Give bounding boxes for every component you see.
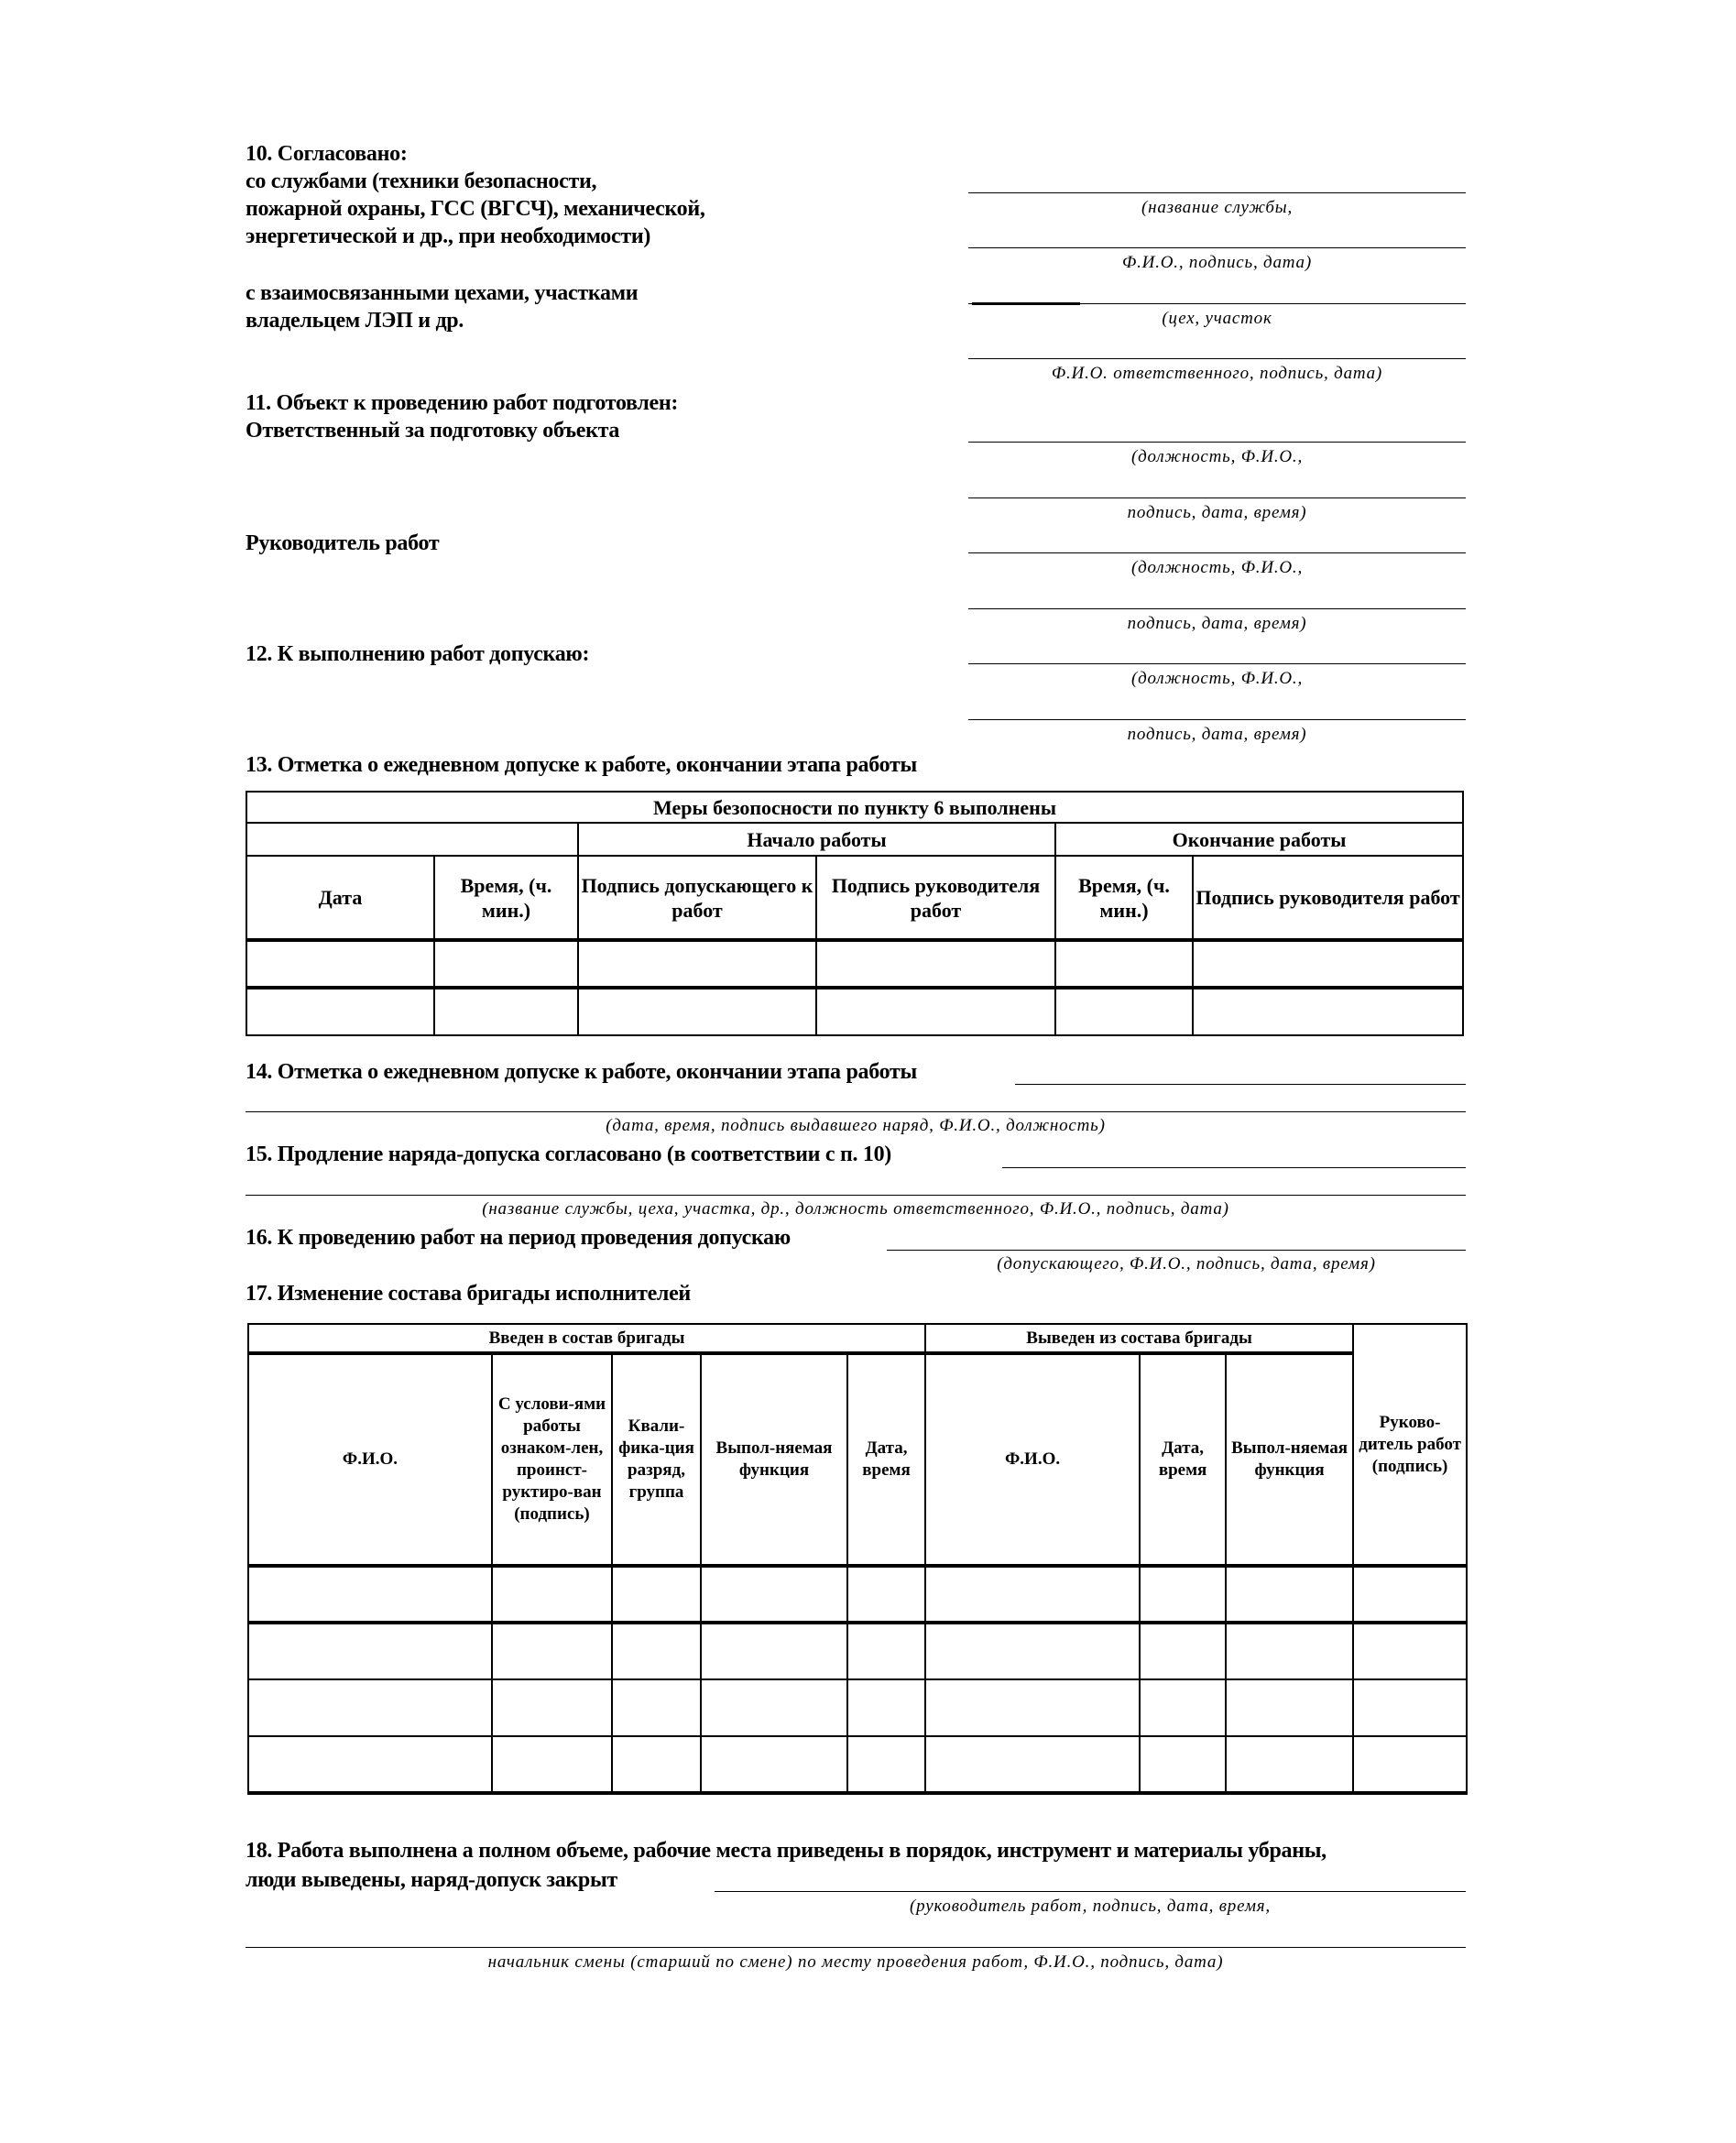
shop-line-thick-segment (972, 302, 1080, 305)
cell-input[interactable] (1193, 940, 1463, 988)
cell-input[interactable] (1226, 1679, 1353, 1736)
section18-shift-chief-field[interactable] (246, 1947, 1466, 1948)
table-row (246, 940, 1463, 988)
services-signature-field[interactable] (968, 247, 1466, 248)
cell-input[interactable] (847, 1736, 925, 1793)
cell-input[interactable] (847, 1679, 925, 1736)
cell-input[interactable] (246, 940, 434, 988)
cell-input[interactable] (701, 1679, 847, 1736)
services-signature-hint: Ф.И.О., подпись, дата) (1122, 253, 1312, 272)
cell-input[interactable] (492, 1679, 612, 1736)
cell-input[interactable] (1353, 1623, 1467, 1679)
section13-title: 13. Отметка о ежедневном допуске к работе, окончании этапа работы (246, 753, 917, 777)
manager-label: Руководитель работ (246, 531, 440, 555)
col-in-datetime: Дата, время (847, 1353, 925, 1566)
col-in-qualification: Квали-фика-ция разряд, группа (612, 1353, 701, 1566)
col-in-name: Ф.И.О. (248, 1353, 492, 1566)
section15-title: 15. Продление наряда-допуска согласовано (в соответствии с п. 10) (246, 1143, 891, 1166)
cell-input[interactable] (1140, 1566, 1226, 1623)
cell-input[interactable] (925, 1566, 1140, 1623)
col-in-function: Выпол-няемая функция (701, 1353, 847, 1566)
cell-input[interactable] (1055, 940, 1193, 988)
crew-change-table (247, 1323, 1468, 1795)
cell-input[interactable] (925, 1736, 1140, 1793)
manager-position-field[interactable] (968, 552, 1466, 553)
cell-input[interactable] (1353, 1566, 1467, 1623)
section12-title: 12. К выполнению работ допускаю: (246, 642, 590, 666)
cell-input[interactable] (1193, 988, 1463, 1035)
cell-input[interactable] (925, 1679, 1140, 1736)
cell-input[interactable] (612, 1623, 701, 1679)
section14-field-b[interactable] (246, 1111, 1466, 1112)
section14-hint: (дата, время, подпись выдавшего наряд, Ф.И.О., должность) (606, 1116, 1106, 1135)
cell-input[interactable] (701, 1736, 847, 1793)
admitter-signature-hint: подпись, дата, время) (1127, 725, 1307, 744)
cell-input[interactable] (1140, 1623, 1226, 1679)
section10-shops-label-2: владельцем ЛЭП и др. (246, 309, 464, 333)
cell-input[interactable] (1226, 1566, 1353, 1623)
col-in-briefed: С услови-ями работы ознаком-лен, проинст-руктиро-ван (подпись) (492, 1353, 612, 1566)
cell-input[interactable] (701, 1623, 847, 1679)
cell-input[interactable] (701, 1566, 847, 1623)
admitter-position-hint: (должность, Ф.И.О., (1130, 669, 1304, 688)
col-start-manager-signature: Подпись руководителя работ (816, 856, 1055, 940)
table-row (248, 1623, 1467, 1679)
col-admitter-signature: Подпись допускающего к работ (578, 856, 816, 940)
section18-hint1: (руководитель работ, подпись, дата, время, (910, 1897, 1271, 1916)
cell-input[interactable] (434, 988, 578, 1035)
cell-input[interactable] (248, 1623, 492, 1679)
section10-shops-label-1: с взаимосвязанными цехами, участками (246, 281, 639, 305)
col-start-time: Время, (ч. мин.) (434, 856, 578, 940)
cell-input[interactable] (612, 1736, 701, 1793)
responsible-signature-hint: подпись, дата, время) (1127, 503, 1307, 522)
table13-group-end: Окончание работы (1055, 823, 1463, 856)
table17-group-in: Введен в состав бригады (248, 1324, 925, 1353)
col-out-function: Выпол-няемая функция (1226, 1353, 1353, 1566)
table-row (248, 1566, 1467, 1623)
cell-input[interactable] (1226, 1736, 1353, 1793)
cell-input[interactable] (847, 1566, 925, 1623)
table-row (246, 988, 1463, 1035)
responsible-signature-field[interactable] (968, 497, 1466, 498)
col-out-name: Ф.И.О. (925, 1353, 1140, 1566)
cell-input[interactable] (1055, 988, 1193, 1035)
cell-input[interactable] (492, 1566, 612, 1623)
section18-title-line2: люди выведены, наряд-допуск закрыт (246, 1868, 617, 1892)
admitter-position-field[interactable] (968, 663, 1466, 664)
cell-input[interactable] (612, 1566, 701, 1623)
section18-hint2: начальник смены (старший по смене) по месту проведения работ, Ф.И.О., подпись, дата) (487, 1952, 1224, 1972)
shop-signature-field[interactable] (968, 358, 1466, 359)
section16-field[interactable] (887, 1250, 1466, 1251)
section10-services-label-1: со службами (техники безопасности, (246, 169, 597, 193)
section14-title: 14. Отметка о ежедневном допуске к работе, окончании этапа работы (246, 1060, 917, 1084)
section10-services-label-3: энергетической и др., при необходимости) (246, 224, 651, 248)
table13-caption: Меры безопосности по пункту 6 выполнены (246, 792, 1463, 823)
responsible-position-field[interactable] (968, 442, 1466, 443)
section18-manager-field[interactable] (715, 1891, 1466, 1892)
cell-input[interactable] (1140, 1736, 1226, 1793)
col-date: Дата (246, 856, 434, 940)
cell-input[interactable] (1140, 1679, 1226, 1736)
col-out-datetime: Дата, время (1140, 1353, 1226, 1566)
manager-signature-field[interactable] (968, 608, 1466, 609)
cell-input[interactable] (246, 988, 434, 1035)
cell-input[interactable] (1353, 1679, 1467, 1736)
col-manager-signature: Руково-дитель работ (подпись) (1353, 1324, 1467, 1566)
section14-field-a[interactable] (1015, 1084, 1466, 1085)
col-end-time: Время, (ч. мин.) (1055, 856, 1193, 940)
cell-input[interactable] (248, 1736, 492, 1793)
section15-field-a[interactable] (1002, 1167, 1466, 1168)
section16-hint: (допускающего, Ф.И.О., подпись, дата, время) (997, 1254, 1376, 1274)
cell-input[interactable] (847, 1623, 925, 1679)
section10-services-label-2: пожарной охраны, ГСС (ВГСЧ), механической, (246, 197, 705, 221)
table13-empty-group (246, 823, 578, 856)
cell-input[interactable] (492, 1736, 612, 1793)
section16-title: 16. К проведению работ на период проведения допускаю (246, 1226, 791, 1250)
section11-title: 11. Объект к проведению работ подготовлен: (246, 391, 679, 415)
cell-input[interactable] (925, 1623, 1140, 1679)
cell-input[interactable] (816, 988, 1055, 1035)
table17-group-out: Выведен из состава бригады (925, 1324, 1353, 1353)
cell-input[interactable] (1226, 1623, 1353, 1679)
manager-position-hint: (должность, Ф.И.О., (1130, 558, 1304, 577)
table-row (248, 1679, 1467, 1736)
cell-input[interactable] (248, 1679, 492, 1736)
col-end-manager-signature: Подпись руководителя работ (1193, 856, 1463, 940)
cell-input[interactable] (492, 1623, 612, 1679)
shop-signature-hint: Ф.И.О. ответственного, подпись, дата) (1051, 364, 1383, 383)
services-name-field[interactable] (968, 192, 1466, 193)
cell-input[interactable] (612, 1679, 701, 1736)
section17-title: 17. Изменение состава бригады исполнителей (246, 1282, 691, 1306)
section15-hint: (название службы, цеха, участка, др., должность ответственного, Ф.И.О., подпись, дата) (482, 1199, 1229, 1219)
section15-field-b[interactable] (246, 1195, 1466, 1196)
section10-title: 10. Согласовано: (246, 142, 408, 166)
table13-group-start: Начало работы (578, 823, 1055, 856)
manager-signature-hint: подпись, дата, время) (1127, 614, 1307, 633)
cell-input[interactable] (578, 988, 816, 1035)
cell-input[interactable] (434, 940, 578, 988)
responsible-position-hint: (должность, Ф.И.О., (1130, 447, 1304, 466)
table-row (248, 1736, 1467, 1793)
services-name-hint: (название службы, (1141, 198, 1293, 217)
daily-admission-table (246, 791, 1464, 1036)
cell-input[interactable] (816, 940, 1055, 988)
section18-title-line1: 18. Работа выполнена а полном объеме, рабочие места приведены в порядок, инструмент и материалы убраны, (246, 1839, 1327, 1863)
responsible-label: Ответственный за подготовку объекта (246, 419, 620, 443)
cell-input[interactable] (248, 1566, 492, 1623)
admitter-signature-field[interactable] (968, 719, 1466, 720)
cell-input[interactable] (578, 940, 816, 988)
cell-input[interactable] (1353, 1736, 1467, 1793)
shop-name-hint: (цех, участок (1162, 309, 1272, 328)
